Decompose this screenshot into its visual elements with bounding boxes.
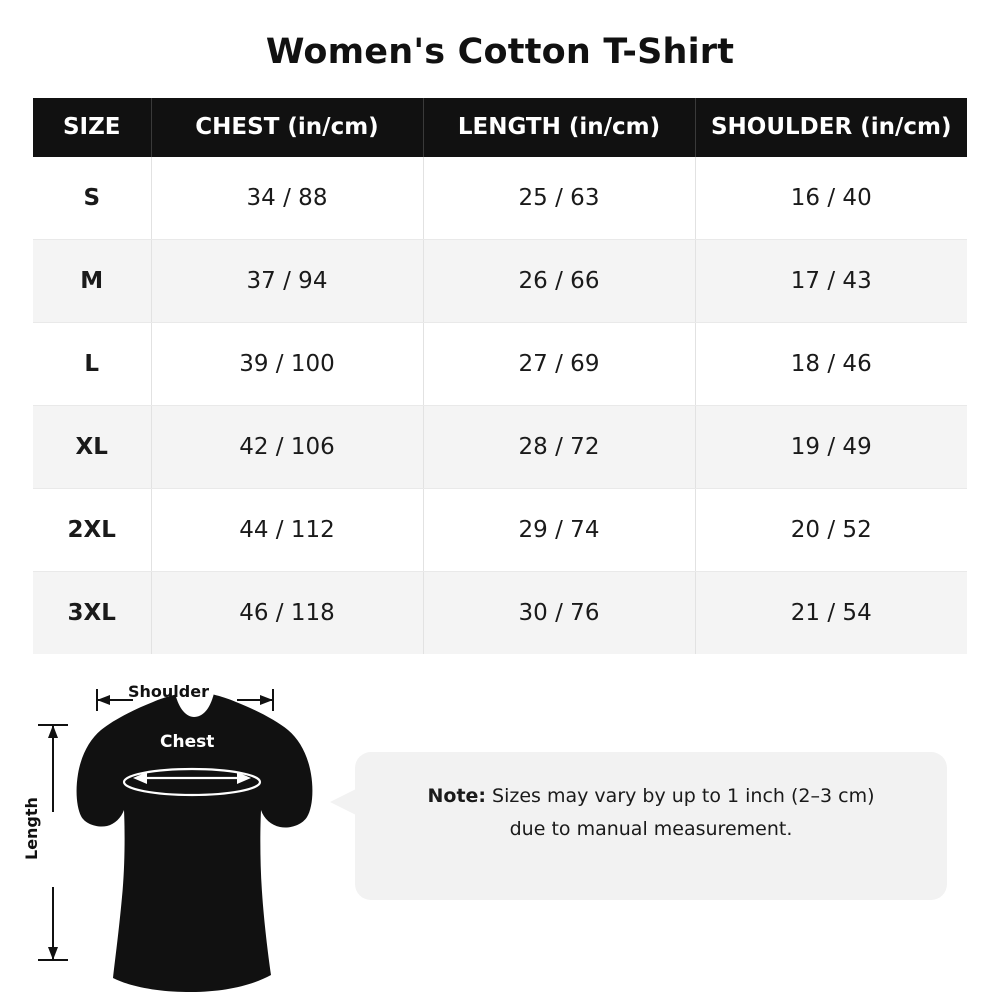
table-row — [33, 488, 967, 571]
shoulder-measure-label: Shoulder — [128, 682, 209, 701]
cell-shoulder: 17 / 43 — [695, 239, 967, 322]
cell-size: 3XL — [33, 571, 151, 654]
cell-shoulder: 21 / 54 — [695, 571, 967, 654]
chest-measure-label: Chest — [160, 731, 215, 752]
column-header-shoulder: SHOULDER (in/cm) — [695, 98, 967, 157]
cell-length: 26 / 66 — [423, 239, 695, 322]
table-row — [33, 405, 967, 488]
cell-chest: 42 / 106 — [151, 405, 423, 488]
cell-size: L — [33, 322, 151, 405]
length-measure-label: Length — [22, 797, 41, 860]
cell-chest: 37 / 94 — [151, 239, 423, 322]
cell-shoulder: 18 / 46 — [695, 322, 967, 405]
cell-shoulder: 16 / 40 — [695, 157, 967, 240]
cell-shoulder: 19 / 49 — [695, 405, 967, 488]
cell-length: 27 / 69 — [423, 322, 695, 405]
cell-size: 2XL — [33, 488, 151, 571]
size-table-container — [33, 98, 967, 654]
table-row — [33, 322, 967, 405]
column-header-length: LENGTH (in/cm) — [423, 98, 695, 157]
cell-length: 28 / 72 — [423, 405, 695, 488]
table-row — [33, 157, 967, 240]
cell-size: S — [33, 157, 151, 240]
table-header-row — [33, 98, 967, 157]
cell-chest: 46 / 118 — [151, 571, 423, 654]
page-title: Women's Cotton T-Shirt — [265, 32, 735, 72]
note-text-1: Sizes may vary by up to 1 inch (2–3 cm) — [486, 785, 875, 807]
cell-size: XL — [33, 405, 151, 488]
tshirt-illustration — [75, 682, 345, 992]
cell-shoulder: 20 / 52 — [695, 488, 967, 571]
table-body — [33, 157, 967, 654]
note-line-2: due to manual measurement. — [509, 818, 793, 841]
note-line-1 — [385, 780, 917, 813]
table-header — [33, 98, 967, 157]
cell-size: M — [33, 239, 151, 322]
table-row — [33, 239, 967, 322]
cell-length: 25 / 63 — [423, 157, 695, 240]
cell-length: 29 / 74 — [423, 488, 695, 571]
table-row — [33, 571, 967, 654]
size-table — [33, 98, 967, 654]
cell-chest: 44 / 112 — [151, 488, 423, 571]
column-header-chest: CHEST (in/cm) — [151, 98, 423, 157]
note-bubble-tail — [330, 788, 358, 816]
note-prefix: Note: — [427, 785, 487, 807]
note-bubble — [355, 752, 947, 900]
tshirt-icon — [75, 682, 345, 992]
cell-chest: 34 / 88 — [151, 157, 423, 240]
column-header-size: SIZE — [33, 98, 151, 157]
cell-length: 30 / 76 — [423, 571, 695, 654]
cell-chest: 39 / 100 — [151, 322, 423, 405]
